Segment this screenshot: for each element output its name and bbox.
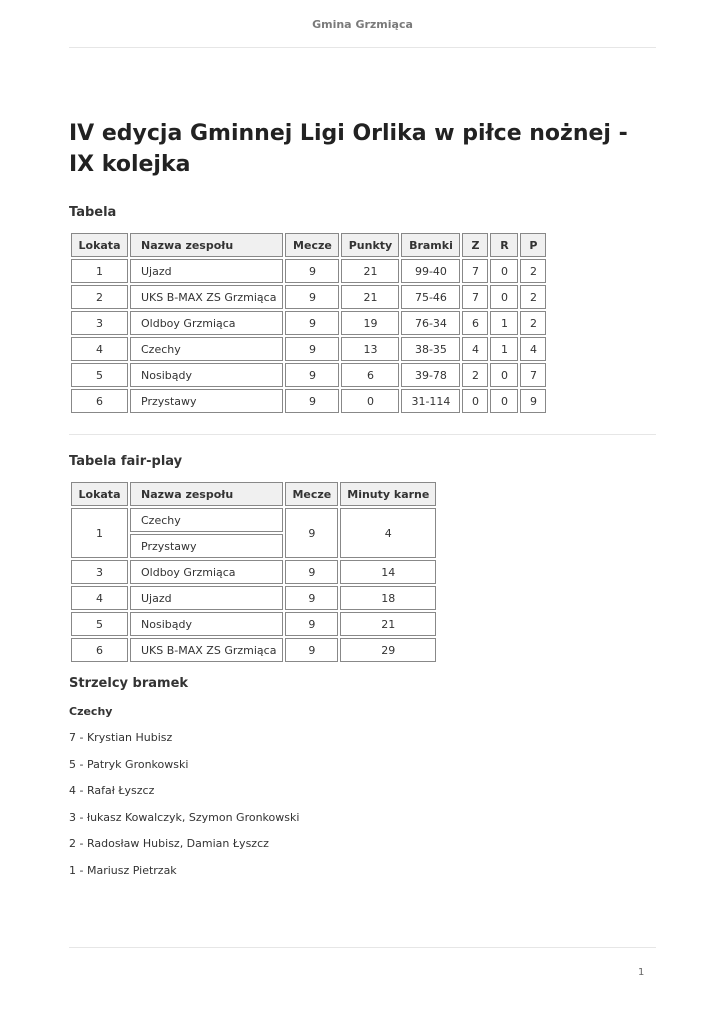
footer-divider bbox=[69, 947, 656, 948]
col-mecze: Mecze bbox=[285, 482, 338, 506]
cell-place: 4 bbox=[71, 337, 128, 361]
cell-matches: 9 bbox=[285, 363, 339, 387]
cell-place: 4 bbox=[71, 586, 128, 610]
cell-team: UKS B-MAX ZS Grzmiąca bbox=[130, 638, 283, 662]
list-item: 3 - łukasz Kowalczyk, Szymon Gronkowski bbox=[69, 810, 300, 824]
col-lokata: Lokata bbox=[71, 233, 128, 257]
cell-points: 21 bbox=[341, 285, 399, 309]
table-row bbox=[71, 259, 546, 283]
cell-points: 13 bbox=[341, 337, 399, 361]
col-p: P bbox=[520, 233, 546, 257]
list-item: 1 - Mariusz Pietrzak bbox=[69, 863, 177, 877]
list-item: 4 - Rafał Łyszcz bbox=[69, 784, 155, 798]
cell-place: 6 bbox=[71, 389, 128, 413]
cell-points: 19 bbox=[341, 311, 399, 335]
cell-penalty-minutes: 21 bbox=[340, 612, 436, 636]
table-row bbox=[71, 586, 436, 610]
cell-penalty-minutes: 18 bbox=[340, 586, 436, 610]
cell-losses: 7 bbox=[520, 363, 546, 387]
col-punkty: Punkty bbox=[341, 233, 399, 257]
cell-points: 6 bbox=[341, 363, 399, 387]
cell-place: 5 bbox=[71, 612, 128, 636]
cell-team: Ujazd bbox=[130, 259, 283, 283]
cell-team: Czechy bbox=[130, 337, 283, 361]
cell-goals: 75-46 bbox=[401, 285, 460, 309]
cell-losses: 2 bbox=[520, 311, 546, 335]
cell-matches: 9 bbox=[285, 285, 339, 309]
cell-draws: 0 bbox=[490, 363, 518, 387]
scorers-heading: Strzelcy bramek bbox=[69, 676, 189, 691]
cell-team: Przystawy bbox=[130, 534, 283, 558]
fairplay-header-row bbox=[71, 482, 436, 506]
fairplay-heading: Tabela fair-play bbox=[69, 454, 183, 469]
col-mecze: Mecze bbox=[285, 233, 339, 257]
cell-team: Czechy bbox=[130, 508, 283, 532]
cell-losses: 2 bbox=[520, 259, 546, 283]
cell-points: 21 bbox=[341, 259, 399, 283]
cell-goals: 99-40 bbox=[401, 259, 460, 283]
cell-matches: 9 bbox=[285, 638, 338, 662]
cell-place: 1 bbox=[71, 508, 128, 558]
standings-heading: Tabela bbox=[69, 205, 117, 220]
cell-draws: 1 bbox=[490, 337, 518, 361]
cell-losses: 9 bbox=[520, 389, 546, 413]
col-bramki: Bramki bbox=[401, 233, 460, 257]
list-item: 2 - Radosław Hubisz, Damian Łyszcz bbox=[69, 837, 269, 851]
cell-wins: 7 bbox=[462, 285, 488, 309]
table-row bbox=[71, 337, 546, 361]
cell-penalty-minutes: 4 bbox=[340, 508, 436, 558]
cell-points: 0 bbox=[341, 389, 399, 413]
page-number: 1 bbox=[638, 967, 645, 978]
table-row bbox=[71, 508, 436, 532]
cell-place: 2 bbox=[71, 285, 128, 309]
list-item: 5 - Patryk Gronkowski bbox=[69, 757, 189, 771]
cell-losses: 2 bbox=[520, 285, 546, 309]
cell-place: 3 bbox=[71, 311, 128, 335]
cell-wins: 2 bbox=[462, 363, 488, 387]
col-z: Z bbox=[462, 233, 488, 257]
col-team: Nazwa zespołu bbox=[130, 482, 283, 506]
cell-matches: 9 bbox=[285, 389, 339, 413]
cell-wins: 0 bbox=[462, 389, 488, 413]
list-item: 7 - Krystian Hubisz bbox=[69, 731, 173, 744]
cell-team: Oldboy Grzmiąca bbox=[130, 560, 283, 584]
table-row bbox=[71, 285, 546, 309]
table-row bbox=[71, 612, 436, 636]
cell-matches: 9 bbox=[285, 311, 339, 335]
cell-goals: 39-78 bbox=[401, 363, 460, 387]
cell-place: 1 bbox=[71, 259, 128, 283]
site-header bbox=[69, 0, 656, 48]
cell-penalty-minutes: 29 bbox=[340, 638, 436, 662]
table-row bbox=[71, 311, 546, 335]
cell-goals: 38-35 bbox=[401, 337, 460, 361]
standings-table bbox=[69, 231, 548, 415]
cell-draws: 0 bbox=[490, 389, 518, 413]
table-row bbox=[71, 560, 436, 584]
section-divider bbox=[69, 434, 656, 435]
cell-draws: 0 bbox=[490, 259, 518, 283]
cell-losses: 4 bbox=[520, 337, 546, 361]
cell-team: Ujazd bbox=[130, 586, 283, 610]
cell-matches: 9 bbox=[285, 508, 338, 558]
cell-team: Nosibądy bbox=[130, 612, 283, 636]
cell-wins: 7 bbox=[462, 259, 488, 283]
table-row bbox=[71, 363, 546, 387]
col-r: R bbox=[490, 233, 518, 257]
col-penalty-minutes: Minuty karne bbox=[340, 482, 436, 506]
article-title: IV edycja Gminnej Ligi Orlika w piłce nożnej - IX kolejka bbox=[69, 121, 628, 177]
cell-team: Oldboy Grzmiąca bbox=[130, 311, 283, 335]
cell-goals: 31-114 bbox=[401, 389, 460, 413]
cell-place: 5 bbox=[71, 363, 128, 387]
cell-matches: 9 bbox=[285, 612, 338, 636]
cell-matches: 9 bbox=[285, 259, 339, 283]
cell-wins: 6 bbox=[462, 311, 488, 335]
cell-team: UKS B-MAX ZS Grzmiąca bbox=[130, 285, 283, 309]
table-row bbox=[71, 389, 546, 413]
col-team: Nazwa zespołu bbox=[130, 233, 283, 257]
site-name[interactable]: Gmina Grzmiąca bbox=[312, 18, 413, 31]
cell-draws: 0 bbox=[490, 285, 518, 309]
cell-goals: 76-34 bbox=[401, 311, 460, 335]
cell-matches: 9 bbox=[285, 560, 338, 584]
fairplay-table bbox=[69, 480, 438, 664]
cell-matches: 9 bbox=[285, 337, 339, 361]
scorers-team: Czechy bbox=[69, 705, 113, 718]
standings-header-row bbox=[71, 233, 546, 257]
col-lokata: Lokata bbox=[71, 482, 128, 506]
scorers-list bbox=[69, 731, 299, 891]
cell-draws: 1 bbox=[490, 311, 518, 335]
cell-team: Przystawy bbox=[130, 389, 283, 413]
cell-penalty-minutes: 14 bbox=[340, 560, 436, 584]
cell-team: Nosibądy bbox=[130, 363, 283, 387]
cell-wins: 4 bbox=[462, 337, 488, 361]
cell-place: 6 bbox=[71, 638, 128, 662]
cell-place: 3 bbox=[71, 560, 128, 584]
cell-matches: 9 bbox=[285, 586, 338, 610]
table-row bbox=[71, 638, 436, 662]
